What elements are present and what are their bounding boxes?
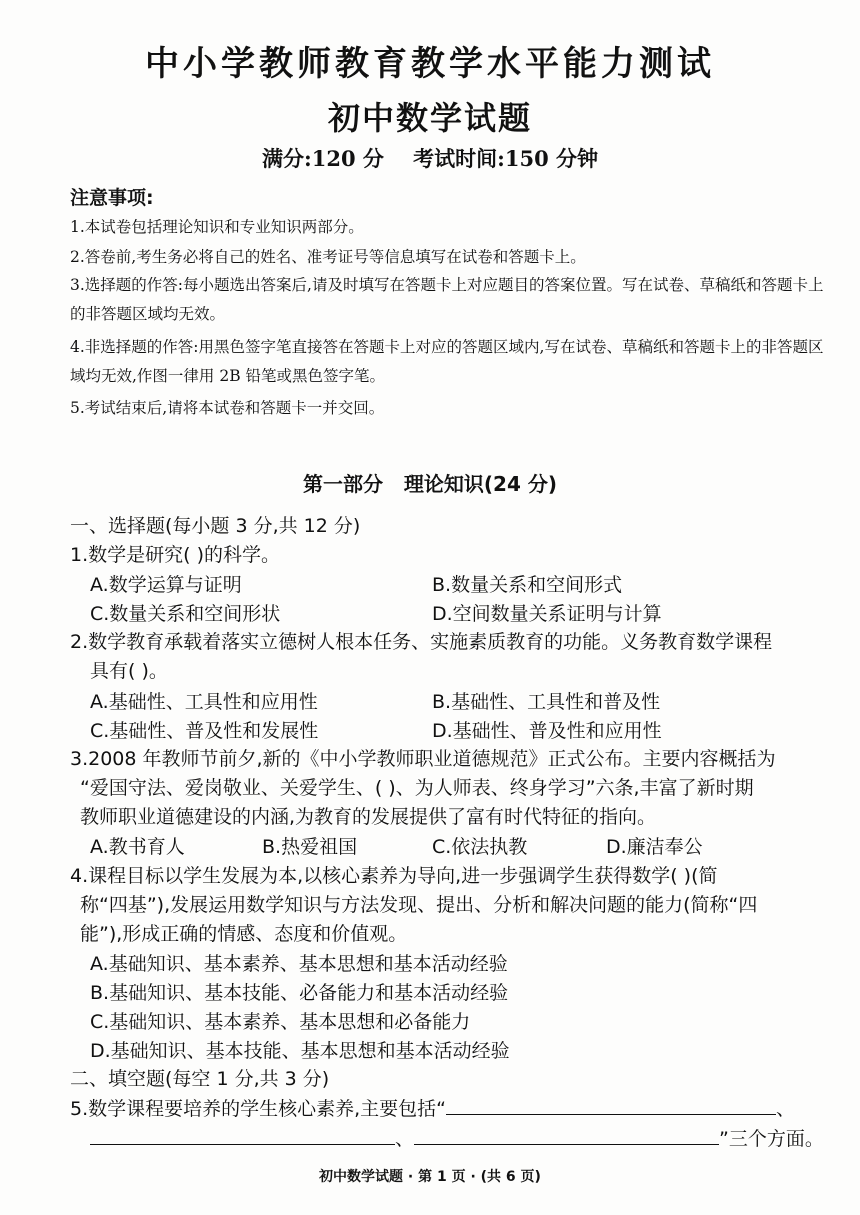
notice-item-1: 1.本试卷包括理论知识和专业知识两部分。 [70, 218, 364, 236]
question-5-sep2: 、 [395, 1128, 415, 1150]
notice-item-4: 4.非选择题的作答:用黑色签字笔直接答在答题卡上对应的答题区域内,写在试卷、草稿纸和答题卡上的非答题区域均无效,作图一律用 2B 铅笔或黑色签字笔。 [70, 338, 824, 385]
q1-option-a: A.数学运算与证明 [90, 574, 242, 596]
question-4-stem-line3: 能”),形成正确的情感、态度和价值观。 [80, 923, 408, 945]
answer-blank-3[interactable] [414, 1124, 719, 1145]
exam-title: 中小学教师教育教学水平能力测试 [145, 44, 715, 84]
q3-option-b: B.热爱祖国 [262, 836, 358, 858]
question-4-stem-line1: 4.课程目标以学生发展为本,以核心素养为导向,进一步强调学生获得数学( )(简 [70, 865, 718, 887]
question-3-stem-line3: 教师职业道德建设的内涵,为教育的发展提供了富有时代特征的指向。 [80, 806, 657, 828]
q1-option-b: B.数量关系和空间形式 [432, 574, 623, 596]
notice-item-5: 5.考试结束后,请将本试卷和答题卡一并交回。 [70, 399, 385, 417]
question-2-stem-line2: 具有( )。 [90, 660, 168, 682]
question-5-stem: 5.数学课程要培养的学生核心素养,主要包括“ [70, 1098, 447, 1120]
q2-option-b: B.基础性、工具性和普及性 [432, 691, 661, 713]
q4-option-c: C.基础知识、基本素养、基本思想和必备能力 [90, 1011, 471, 1033]
question-5-end: ”三个方面。 [719, 1128, 824, 1150]
page-footer: 初中数学试题 · 第 1 页 · (共 6 页) [319, 1169, 541, 1185]
part-title: 第一部分 理论知识(24 分) [303, 472, 557, 496]
q4-option-a: A.基础知识、基本素养、基本思想和基本活动经验 [90, 953, 508, 975]
question-2-stem-line1: 2.数学教育承载着落实立德树人根本任务、实施素质教育的功能。义务教育数学课程 [70, 631, 773, 653]
q4-option-b: B.基础知识、基本技能、必备能力和基本活动经验 [90, 982, 509, 1004]
question-4-stem-line2: 称“四基”),发展运用数学知识与方法发现、提出、分析和解决问题的能力(简称“四 [80, 894, 758, 916]
q3-option-a: A.教书育人 [90, 836, 185, 858]
q1-option-c: C.数量关系和空间形状 [90, 603, 281, 625]
q2-option-c: C.基础性、普及性和发展性 [90, 720, 319, 742]
section-heading-choice: 一、选择题(每小题 3 分,共 12 分) [70, 515, 361, 537]
answer-blank-1[interactable] [446, 1094, 776, 1115]
score-time-info: 满分:120 分 考试时间:150 分钟 [261, 146, 599, 171]
question-3-stem-line1: 3.2008 年教师节前夕,新的《中小学教师职业道德规范》正式公布。主要内容概括为 [70, 748, 776, 770]
q2-option-d: D.基础性、普及性和应用性 [432, 720, 662, 742]
answer-blank-2[interactable] [90, 1124, 395, 1145]
q4-option-d: D.基础知识、基本技能、基本思想和基本活动经验 [90, 1040, 510, 1062]
question-5-sep1: 、 [776, 1098, 796, 1120]
notice-title: 注意事项: [70, 187, 154, 209]
notice-item-2: 2.答卷前,考生务必将自己的姓名、准考证号等信息填写在试卷和答题卡上。 [70, 248, 586, 266]
exam-subtitle: 初中数学试题 [327, 99, 532, 137]
q1-option-d: D.空间数量关系证明与计算 [432, 603, 662, 625]
question-3-stem-line2: “爱国守法、爱岗敬业、关爱学生、( )、为人师表、终身学习”六条,丰富了新时期 [80, 777, 754, 799]
q2-option-a: A.基础性、工具性和应用性 [90, 691, 318, 713]
notice-item-3: 3.选择题的作答:每小题选出答案后,请及时填写在答题卡上对应题目的答案位置。写在试卷、草稿纸和答题卡上的非答题区域均无效。 [70, 276, 824, 323]
q3-option-d: D.廉洁奉公 [606, 836, 703, 858]
question-5-line1 [70, 1094, 830, 1125]
section-heading-fill: 二、填空题(每空 1 分,共 3 分) [70, 1068, 330, 1090]
question-1-stem: 1.数学是研究( )的科学。 [70, 544, 280, 566]
q3-option-c: C.依法执教 [432, 836, 528, 858]
question-5-line2 [90, 1124, 850, 1155]
